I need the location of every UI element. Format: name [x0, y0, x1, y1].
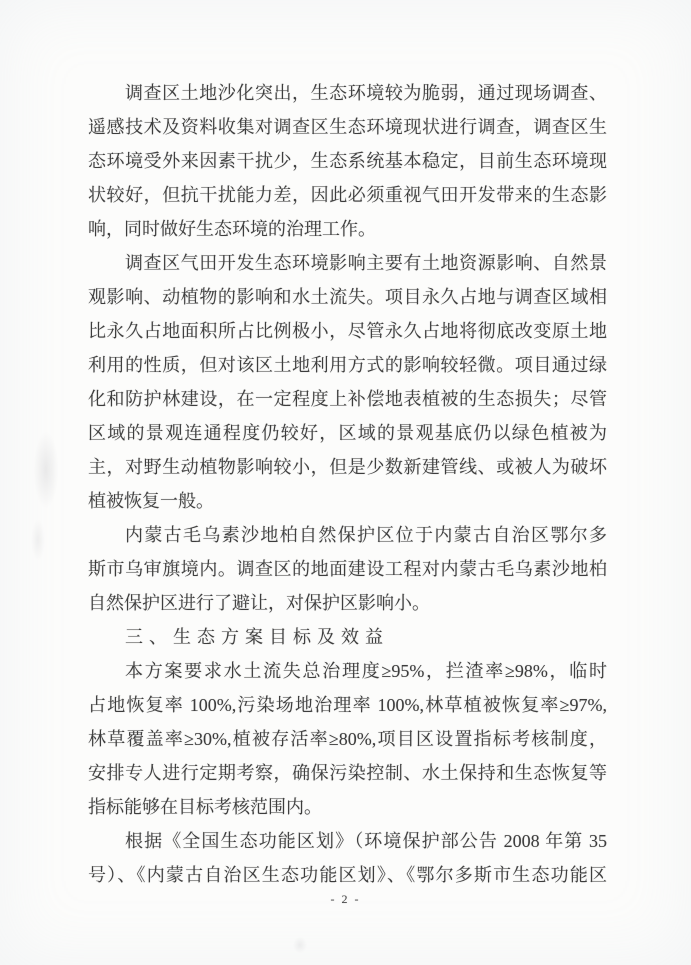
text-line: 响，同时做好生态环境的治理工作。 [88, 219, 376, 239]
text-line: 调查区土地沙化突出，生态环境较为脆弱，通过现场调查、 [125, 83, 607, 103]
paragraph [88, 518, 607, 620]
text-line: 安排专人进行定期考察，确保污染控制、水土保持和生态恢复等 [88, 763, 607, 783]
text-line: 遥感技术及资料收集对调查区生态环境现状进行调查，调查区生 [88, 117, 607, 137]
text-line: 化和防护林建设，在一定程度上补偿地表植被的生态损失；尽管 [88, 389, 607, 409]
paragraph [88, 246, 607, 518]
paragraph [88, 76, 607, 246]
text-line: 自然保护区进行了避让，对保护区影响小。 [88, 593, 430, 613]
section-heading [88, 620, 607, 654]
text-line: 观影响、动植物的影响和水土流失。项目永久占地与调查区域相 [88, 287, 607, 307]
text-line: 本方案要求水土流失总治理度≥95%，拦渣率≥98%，临时 [125, 661, 607, 681]
text-line: 植被恢复一般。 [88, 491, 214, 511]
text-line: 指标能够在目标考核范围内。 [88, 797, 322, 817]
paragraph [88, 654, 607, 824]
document-body [88, 76, 607, 892]
text-line: 号）、《内蒙古自治区生态功能区划》、《鄂尔多斯市生态功能区 [88, 865, 607, 885]
text-line: 状较好，但抗干扰能力差，因此必须重视气田开发带来的生态影 [88, 185, 607, 205]
text-line: 比永久占地面积所占比例极小，尽管永久占地将彻底改变原土地 [88, 321, 607, 341]
page-number: - 2 - [330, 892, 361, 906]
text-line: 三、生态方案目标及效益 [125, 627, 389, 647]
text-line: 区域的景观连通程度仍较好，区域的景观基底仍以绿色植被为 [88, 423, 607, 443]
text-line: 态环境受外来因素干扰少，生态系统基本稳定，目前生态环境现 [88, 151, 607, 171]
text-line: 内蒙古毛乌素沙地柏自然保护区位于内蒙古自治区鄂尔多 [125, 525, 607, 545]
text-line: 斯市乌审旗境内。调查区的地面建设工程对内蒙古毛乌素沙地柏 [88, 559, 607, 579]
text-line: 根据《全国生态功能区划》（环境保护部公告 2008 年第 35 [125, 831, 607, 851]
text-line: 林草覆盖率≥30%,植被存活率≥80%,项目区设置指标考核制度， [88, 729, 607, 749]
text-line: 调查区气田开发生态环境影响主要有土地资源影响、自然景 [125, 253, 607, 273]
text-line: 主，对野生动植物影响较小，但是少数新建管线、或被人为破坏 [88, 457, 607, 477]
text-line: 利用的性质，但对该区土地利用方式的影响较轻微。项目通过绿 [88, 355, 607, 375]
text-line: 占地恢复率 100%,污染场地治理率 100%,林草植被恢复率≥97%, [88, 695, 607, 715]
paragraph [88, 824, 607, 892]
